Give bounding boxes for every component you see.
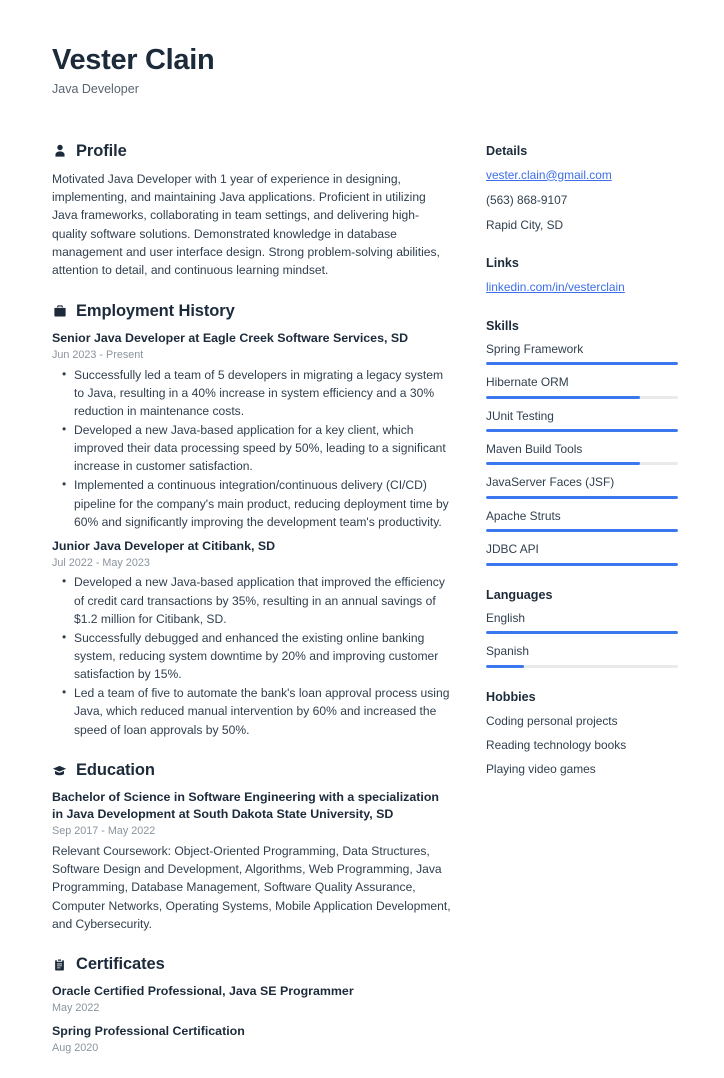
language-bar-track: [486, 631, 678, 634]
sidebar-title-languages: Languages: [486, 587, 553, 602]
section-header-profile: [52, 142, 452, 161]
bullet-item: • Implemented a continuous integration/continuous delivery (CI/CD) pipeline for the company's main product, reducing deployment time by 60% and significantly improving the development team's productivity.: [52, 476, 452, 530]
section-header-employment: [52, 302, 452, 321]
education-entry: [52, 789, 452, 934]
sidebar-block-skills: [486, 319, 678, 566]
sidebar-title-skills: Skills: [486, 318, 519, 333]
language-label: Spanish: [486, 644, 529, 659]
candidate-job-title: Java Developer: [52, 82, 139, 97]
skill-label: Apache Struts: [486, 508, 561, 523]
user-icon: [52, 144, 67, 159]
resume-body: [52, 142, 684, 1078]
language-bar-fill: [486, 665, 524, 668]
skill-bar-fill: [486, 396, 640, 399]
skill-label: Hibernate ORM: [486, 375, 569, 390]
sidebar-title-links: Links: [486, 256, 519, 271]
hobby-item: Reading technology books: [486, 738, 627, 753]
language-item: [486, 611, 678, 634]
clipboard-icon: [52, 957, 67, 972]
certificate-entry: [52, 1023, 452, 1056]
section-profile: [52, 142, 452, 280]
skill-bar-fill: [486, 462, 640, 465]
employment-entry-title: Junior Java Developer at Citibank, SD: [52, 538, 276, 553]
skill-bar-fill: [486, 563, 678, 566]
section-certificates: [52, 955, 452, 1055]
skill-bar-track: [486, 429, 678, 432]
skill-item: [486, 375, 678, 398]
sidebar-block-languages: [486, 588, 678, 668]
certificate-entry-title: Oracle Certified Professional, Java SE Programmer: [52, 984, 354, 999]
skill-bar-fill: [486, 529, 678, 532]
skill-bar-fill: [486, 362, 678, 365]
candidate-name: Vester Clain: [52, 44, 215, 76]
education-entry-description: Relevant Coursework: Object-Oriented Programming, Data Structures, Software Design and Development, Algorithms, Web Programming, Java Programming, Database Management, Software Quality Assurance, Computer Networks, Operating Systems, Mobile Application Development, and Cybersecurity.: [52, 843, 451, 931]
bullet-item: • Led a team of five to automate the bank's loan approval process using Java, which reduced manual intervention by 60% and increased the speed of loan approvals by 50%.: [52, 684, 452, 738]
main-column: [52, 142, 452, 1078]
skill-bar-track: [486, 362, 678, 365]
language-item: [486, 644, 678, 667]
resume-header: [52, 44, 684, 98]
section-education: [52, 761, 452, 934]
sidebar-title-hobbies: Hobbies: [486, 689, 536, 704]
linkedin-link[interactable]: linkedin.com/in/vesterclain: [486, 280, 625, 295]
language-bar-track: [486, 665, 678, 668]
language-bar-fill: [486, 631, 678, 634]
employment-entry-bullets: [52, 366, 452, 531]
profile-text: Motivated Java Developer with 1 year of experience in designing, implementing, and maintaining Java applications. Proficient in utilizing Java frameworks, collaborating in team settings, and delivering high-quality software solutions. Demonstrated knowledge in database management and user interface design. Strong problem-solving abilities, attention to detail, and continuous learning mindset.: [52, 171, 440, 278]
sidebar-title-details: Details: [486, 143, 528, 158]
education-entry-title: Bachelor of Science in Software Engineering with a specialization in Java Development at South Dakota State University, SD: [52, 789, 439, 821]
certificate-entry-date: May 2022: [52, 1002, 100, 1015]
employment-entry-date: Jul 2022 - May 2023: [52, 556, 150, 569]
skill-label: JUnit Testing: [486, 408, 554, 423]
skill-item: [486, 509, 678, 532]
email-link[interactable]: vester.clain@gmail.com: [486, 167, 612, 182]
location-text: Rapid City, SD: [486, 218, 564, 233]
certificate-entry: [52, 983, 452, 1016]
skill-label: Spring Framework: [486, 341, 584, 356]
skill-item: [486, 442, 678, 465]
bullet-item: • Successfully debugged and enhanced the existing online banking system, reducing system downtime by 20% and improving customer satisfaction by 15%.: [52, 629, 452, 683]
sidebar-block-hobbies: [486, 690, 678, 779]
employment-entry-date: Jun 2023 - Present: [52, 348, 144, 361]
certificate-entry-title: Spring Professional Certification: [52, 1024, 245, 1039]
skill-bar-track: [486, 462, 678, 465]
skill-bar-track: [486, 563, 678, 566]
skill-label: JavaServer Faces (JSF): [486, 475, 615, 490]
skill-item: [486, 342, 678, 365]
sidebar-block-links: [486, 256, 678, 296]
bullet-item: • Successfully led a team of 5 developers in migrating a legacy system to Java, resulting in a 40% increase in system efficiency and a 30% reduction in maintenance costs.: [52, 366, 452, 420]
skill-bar-track: [486, 529, 678, 532]
hobby-item: Playing video games: [486, 762, 596, 777]
sidebar-column: [486, 142, 678, 801]
education-entry-date: Sep 2017 - May 2022: [52, 824, 156, 837]
skill-item: [486, 409, 678, 432]
phone-number: (563) 868-9107: [486, 192, 568, 207]
employment-entry: [52, 330, 452, 531]
section-title-certificates: Certificates: [76, 955, 165, 974]
bullet-item: • Developed a new Java-based application that improved the efficiency of credit card transactions by 35%, resulting in an annual savings of $1.2 million for Citibank, SD.: [52, 573, 452, 627]
section-header-certificates: [52, 955, 452, 974]
section-employment: [52, 302, 452, 739]
bullet-item: • Developed a new Java-based application for a key client, which improved their data processing speed by 50%, leading to a significant increase in customer satisfaction.: [52, 421, 452, 475]
skill-bar-track: [486, 396, 678, 399]
section-title-employment: Employment History: [76, 301, 235, 320]
skill-label: Maven Build Tools: [486, 442, 583, 456]
employment-entry-title: Senior Java Developer at Eagle Creek Software Services, SD: [52, 330, 409, 345]
certificate-entry-date: Aug 2020: [52, 1042, 99, 1055]
sidebar-block-details: [486, 144, 678, 235]
language-label: English: [486, 610, 525, 625]
skill-bar-fill: [486, 429, 678, 432]
skill-bar-fill: [486, 496, 678, 499]
skill-bar-track: [486, 496, 678, 499]
skill-item: [486, 542, 678, 565]
skill-label: JDBC API: [486, 542, 539, 557]
employment-entry: [52, 538, 452, 739]
section-title-profile: Profile: [76, 141, 127, 160]
skill-item: [486, 475, 678, 498]
graduation-cap-icon: [52, 763, 67, 778]
briefcase-icon: [52, 304, 67, 319]
employment-entry-bullets: [52, 573, 452, 738]
section-title-education: Education: [76, 760, 155, 779]
hobby-item: Coding personal projects: [486, 713, 618, 728]
section-header-education: [52, 761, 452, 780]
